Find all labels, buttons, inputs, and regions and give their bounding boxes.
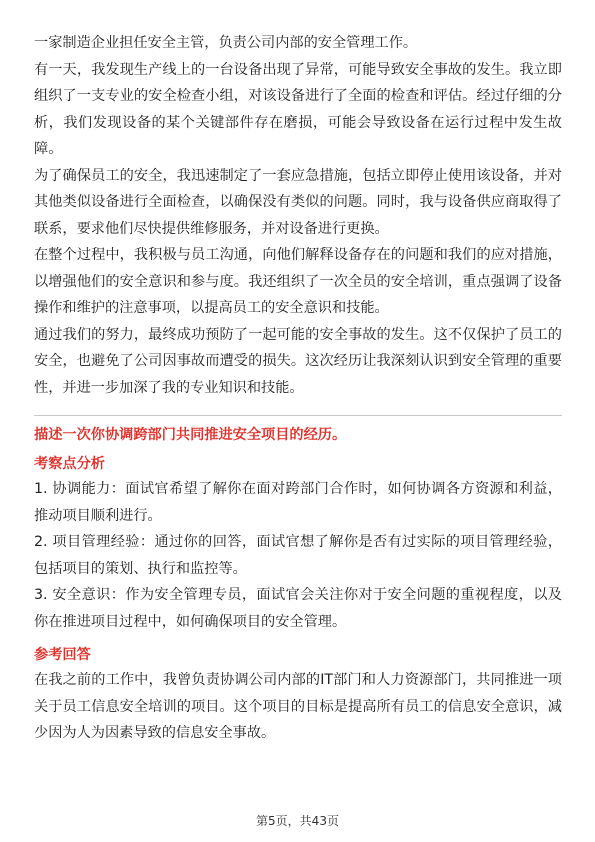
- document-body: [34, 30, 562, 747]
- analysis-heading: 考察点分析: [34, 456, 105, 472]
- section-divider: [34, 415, 562, 416]
- intro-paragraph-3: 为了确保员工的安全，我迅速制定了一套应急措施，包括立即停止使用该设备，并对其他类似设备进行全面检查，以确保没有类似的问题。同时，我与设备供应商取得了联系，要求他们尽快提供维修服务，并对设备进行更换。: [34, 167, 562, 237]
- answer-heading: 参考回答: [34, 647, 91, 663]
- intro-paragraph-1: 一家制造企业担任安全主管，负责公司内部的安全管理工作。: [34, 35, 418, 51]
- analysis-item-3: 3. 安全意识：作为安全管理专员，面试官会关注你对于安全问题的重视程度，以及你在推进项目过程中，如何确保项目的安全管理。: [34, 587, 562, 630]
- analysis-item-2: 2. 项目管理经验：通过你的回答，面试官想了解你是否有过实际的项目管理经验，包括项目的策划、执行和监控等。: [34, 534, 562, 577]
- answer-text: 在我之前的工作中，我曾负责协调公司内部的IT部门和人力资源部门，共同推进一项关于员工信息安全培训的项目。这个项目的目标是提高所有员工的信息安全意识，减少因为人为因素导致的信息安全事故。: [34, 672, 562, 741]
- page-number: 第5页，共43页: [256, 814, 339, 828]
- intro-paragraph-4: 在整个过程中，我积极与员工沟通，向他们解释设备存在的问题和我们的应对措施，以增强他们的安全意识和参与度。我还组织了一次全员的安全培训，重点强调了设备操作和维护的注意事项，以提高员工的安全意识和技能。: [34, 247, 562, 316]
- intro-paragraph-5: 通过我们的努力，最终成功预防了一起可能的安全事故的发生。这不仅保护了员工的安全，也避免了公司因事故而遭受的损失。这次经历让我深刻认识到安全管理的重要性，并进一步加深了我的专业知识和技能。: [34, 326, 562, 396]
- question-title: 描述一次你协调跨部门共同推进安全项目的经历。: [34, 427, 347, 443]
- intro-paragraph-2: 有一天，我发现生产线上的一台设备出现了异常，可能导致安全事故的发生。我立即组织了一支专业的安全检查小组，对该设备进行了全面的检查和评估。经过仔细的分析，我们发现设备的某个关键部件存在磨损，可能会导致设备在运行过程中发生故障。: [34, 61, 562, 157]
- analysis-item-1: 1. 协调能力：面试官希望了解你在面对跨部门合作时，如何协调各方资源和利益，推动项目顺利进行。: [34, 481, 562, 524]
